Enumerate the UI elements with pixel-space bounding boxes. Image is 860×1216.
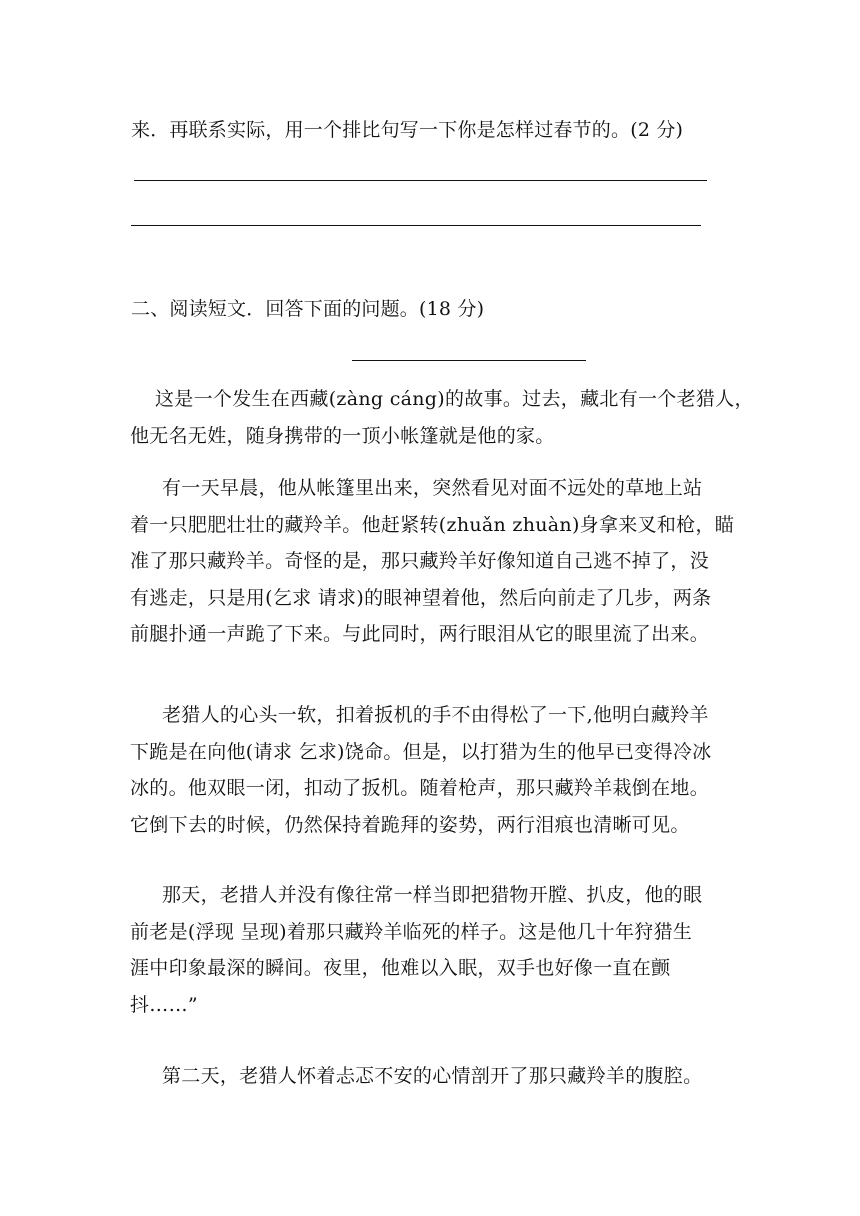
passage-line: 前老是(浮现 呈现)着那只藏羚羊临死的样子。这是他几十年狩猎生 — [130, 920, 693, 943]
passage-paragraph-2 — [130, 470, 735, 653]
passage-paragraph-5 — [130, 1058, 730, 1095]
passage-paragraph-1 — [130, 381, 754, 454]
passage-line: 前腿扑通一声跪了下来。与此同时，两行眼泪从它的眼里流了出来。 — [130, 623, 710, 645]
answer-line-1[interactable] — [134, 180, 707, 181]
passage-line: 准了那只藏羚羊。奇怪的是，那只藏羚羊好像知道自己逃不掉了，没 — [130, 550, 710, 572]
passage-line: 这是一个发生在西藏(zàng cáng)的故事。过去，藏北有一个老猎人， — [155, 388, 754, 410]
passage-line: 下跪是在向他(请求 乞求)饶命。但是，以打猎为生的他早已变得冷冰 — [130, 740, 712, 763]
passage-line: 它倒下去的时候，仍然保持着跪拜的姿势，两行泪痕也清晰可见。 — [130, 813, 690, 836]
passage-line: 老猎人的心头一软，扣着扳机的手不由得松了一下,他明白藏羚羊 — [162, 704, 709, 726]
passage-paragraph-4 — [130, 877, 730, 1023]
passage-line: 那天，老措人并没有像往常一样当即把猎物开膛、扒皮，他的眼 — [162, 884, 703, 906]
passage-line: 他无名无姓，随身携带的一顶小帐篷就是他的家。 — [130, 424, 555, 447]
answer-line-2[interactable] — [131, 225, 701, 226]
passage-line: 有逃走，只是用(乞求 请求)的眼神望着他，然后向前走了几步，两条 — [130, 586, 712, 609]
passage-paragraph-3 — [130, 697, 730, 843]
passage-line: 涯中印象最深的瞬间。夜里，他难以入眠，双手也好像一直在颤 — [130, 957, 671, 979]
passage-line: 着一只肥肥壮壮的藏羚羊。他赶紧转(zhuǎn zhuàn)身拿来叉和枪，瞄 — [130, 513, 735, 536]
passage-line: 抖……” — [130, 993, 198, 1016]
passage-line: 有一天早晨，他从帐篷里出来，突然看见对面不远处的草地上站 — [162, 477, 703, 499]
passage-line: 冰的。他双眼一闭，扣动了扳机。随着枪声，那只藏羚羊栽倒在地。 — [130, 777, 710, 799]
section-heading: 二、阅读短文．回答下面的问题。(18 分) — [131, 298, 485, 320]
passage-title-blank[interactable] — [352, 360, 586, 361]
question-tail-text: 来．再联系实际，用一个排比句写一下你是怎样过春节的。(2 分) — [131, 119, 684, 141]
passage-line: 第二天，老猎人怀着忐忑不安的心情剖开了那只藏羚羊的腹腔。 — [162, 1065, 703, 1087]
